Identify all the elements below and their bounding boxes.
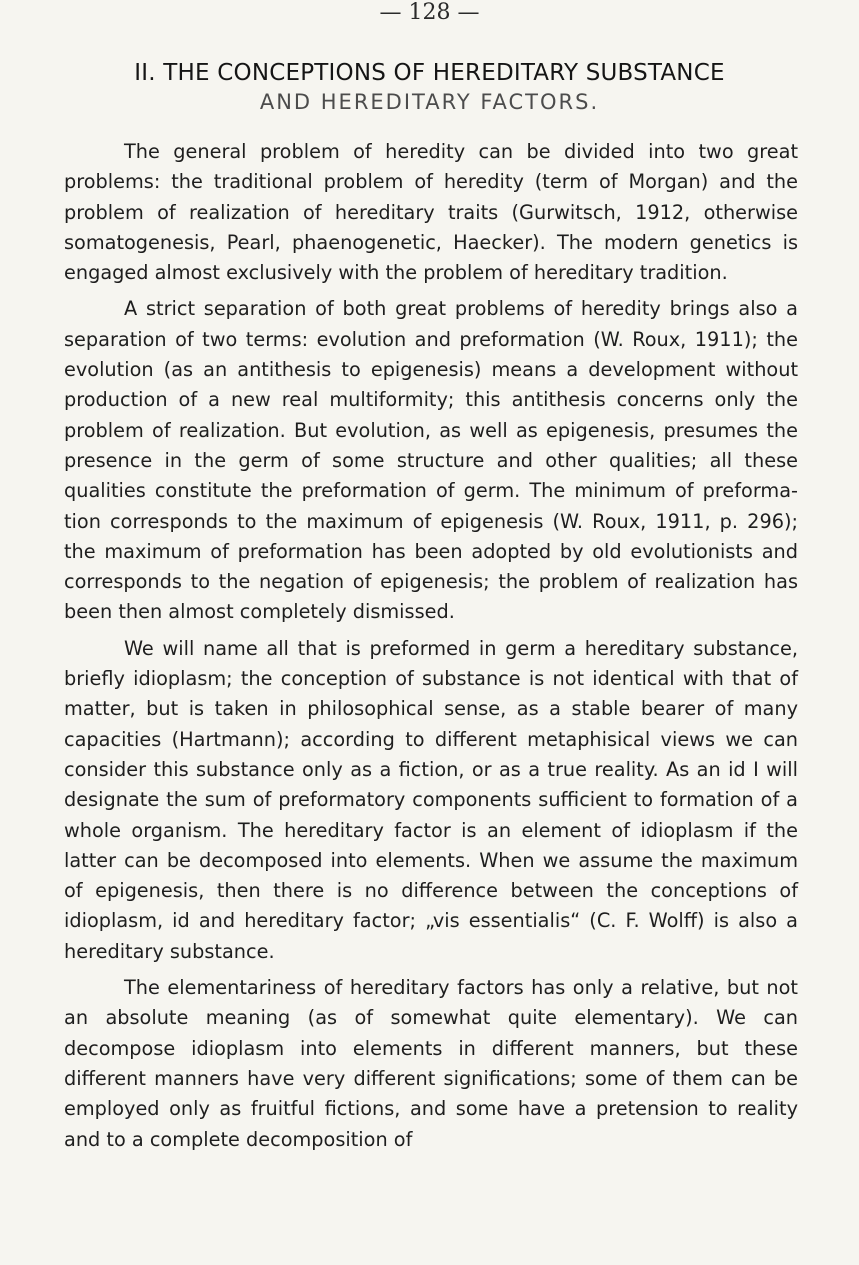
page-number: — 128 — xyxy=(379,0,480,25)
section-heading xyxy=(40,58,819,116)
paragraph-3: We will name all that is preformed in germ a hereditary substance, briefly idioplasm; the conception of substance is not identical with that of matter, but is taken in philosophical sense, as a stable bearer of many capacities (Hartmann); according to different metaphisical views we can consider this substance only as a fiction, or as a true reality. As an id I will designate the sum of preformatory components sufficient to formation of a whole organism. The hereditary factor is an element of idioplasm if the latter can be decomposed into elements. When we assume the maximum of epigenesis, then there is no difference between the conceptions of idioplasm, id and hereditary factor; „vis essentialis“ (C. F. Wolff) is also a hereditary substance. xyxy=(64,636,798,963)
body-text xyxy=(64,137,798,1161)
paragraph-2: A strict separation of both great problems of heredity brings also a separation of two terms: evolution and preformation (W. Roux, 1911); the evolution (as an antithesis to epigenesis) means a development without production of a new real multiformity; this antithesis concerns only the problem of realization. But evolution, as well as epigenesis, presumes the presence in the germ of some structure and other qualities; all these qualities constitute the preformation of germ. The minimum of preformation corresponds to the maximum of epigenesis (W. Roux, 1911, p. 296); the maximum of preformation has been adopted by old evolutionists and corresponds to the negation of epigenesis; the problem of realization has been then almost completely dismissed. xyxy=(64,297,798,624)
paragraph-1: The general problem of heredity can be divided into two great problems: the traditional problem of heredity (term of Morgan) and the problem of realization of hereditary traits (Gurwitsch, 1912, otherwise somatogenesis, Pearl, phaenogenetic, Haecker). The modern genetics is engaged almost exclusively with the problem of hereditary tradition. xyxy=(64,140,798,285)
section-heading-line-1: II. THE CONCEPTIONS OF HEREDITARY SUBSTANCE xyxy=(134,60,725,86)
paragraph-4: The elementariness of hereditary factors has only a relative, but not an absolute meaning (as of somewhat quite elementary). We can decompose idioplasm into elements in different manners, but these different manners have very different significations; some of them can be employed only as fruitful fictions, and some have a pretension to reality and to a complete decomposition of xyxy=(64,976,798,1151)
section-heading-line-2: AND HEREDITARY FACTORS. xyxy=(259,90,600,114)
